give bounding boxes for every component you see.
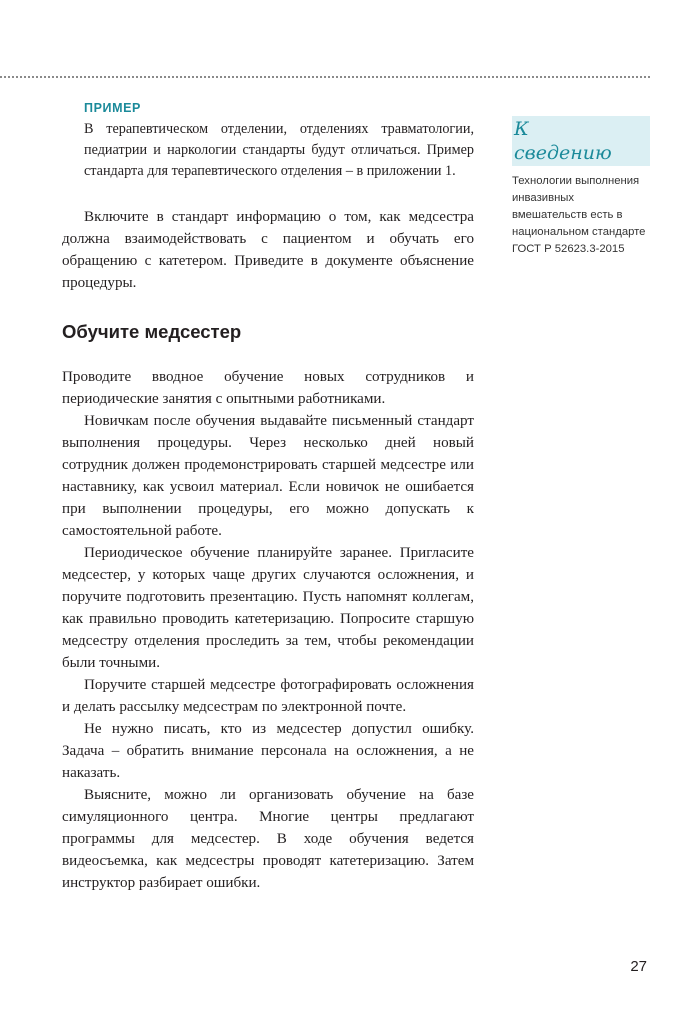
section-paragraph-5: Не нужно писать, кто из медсестер допустил ошибку. Задача – обратить внимание персонала на осложнения, а не наказать. xyxy=(62,721,474,781)
section-paragraph-4: Поручите старшей медсестре фотографировать осложнения и делать рассылку медсестрам по электронной почте. xyxy=(62,677,474,715)
section-heading: Обучите медсестер xyxy=(62,321,242,342)
section-paragraph-1: Проводите вводное обучение новых сотрудников и периодические занятия с опытными работниками. xyxy=(62,369,474,407)
section-paragraph-2: Новичкам после обучения выдавайте письменный стандарт выполнения процедуры. Через несколько дней новый сотрудник должен продемонстрировать старшей медсестре или наставнику, как усвоил материал. Если новичок не ошибается при выполнении процедуры, его можно допускать к самостоятельной работе. xyxy=(62,413,474,539)
sidebar-title: К сведению xyxy=(512,116,650,166)
example-label: ПРИМЕР xyxy=(84,101,141,115)
top-dotted-rule xyxy=(0,76,650,78)
intro-paragraph: Включите в стандарт информацию о том, как медсестра должна взаимодействовать с пациентом и обучать его обращению с катетером. Приведите в документе объяснение процедуры. xyxy=(62,209,474,291)
sidebar-note xyxy=(512,116,650,258)
main-column xyxy=(62,99,474,894)
section-paragraph-6: Выясните, можно ли организовать обучение на базе симуляционного центра. Многие центры предлагают программы для медсестер. В ходе обучения ведется видеосъемка, как медсестры проводят катетеризацию. Затем инструктор разбирает ошибки. xyxy=(62,787,474,891)
section-paragraph-3: Периодическое обучение планируйте заранее. Пригласите медсестер, у которых чаще других случаются осложнения, и поручите подготовить презентацию. Пусть напомнят коллегам, как правильно проводить катетеризацию. Попросите старшую медсестру отделения проследить за тем, чтобы рекомендации были точными. xyxy=(62,545,474,671)
sidebar-text: Технологии выполнения инвазивных вмешательств есть в национальном стандарте ГОСТ Р 52623.3-2015 xyxy=(512,175,646,255)
example-text: В терапевтическом отделении, отделениях травматологии, педиатрии и наркологии стандарты будут отличаться. Пример стандарта для терапевтического отделения – в приложении 1. xyxy=(84,121,474,179)
page-number: 27 xyxy=(630,958,647,975)
